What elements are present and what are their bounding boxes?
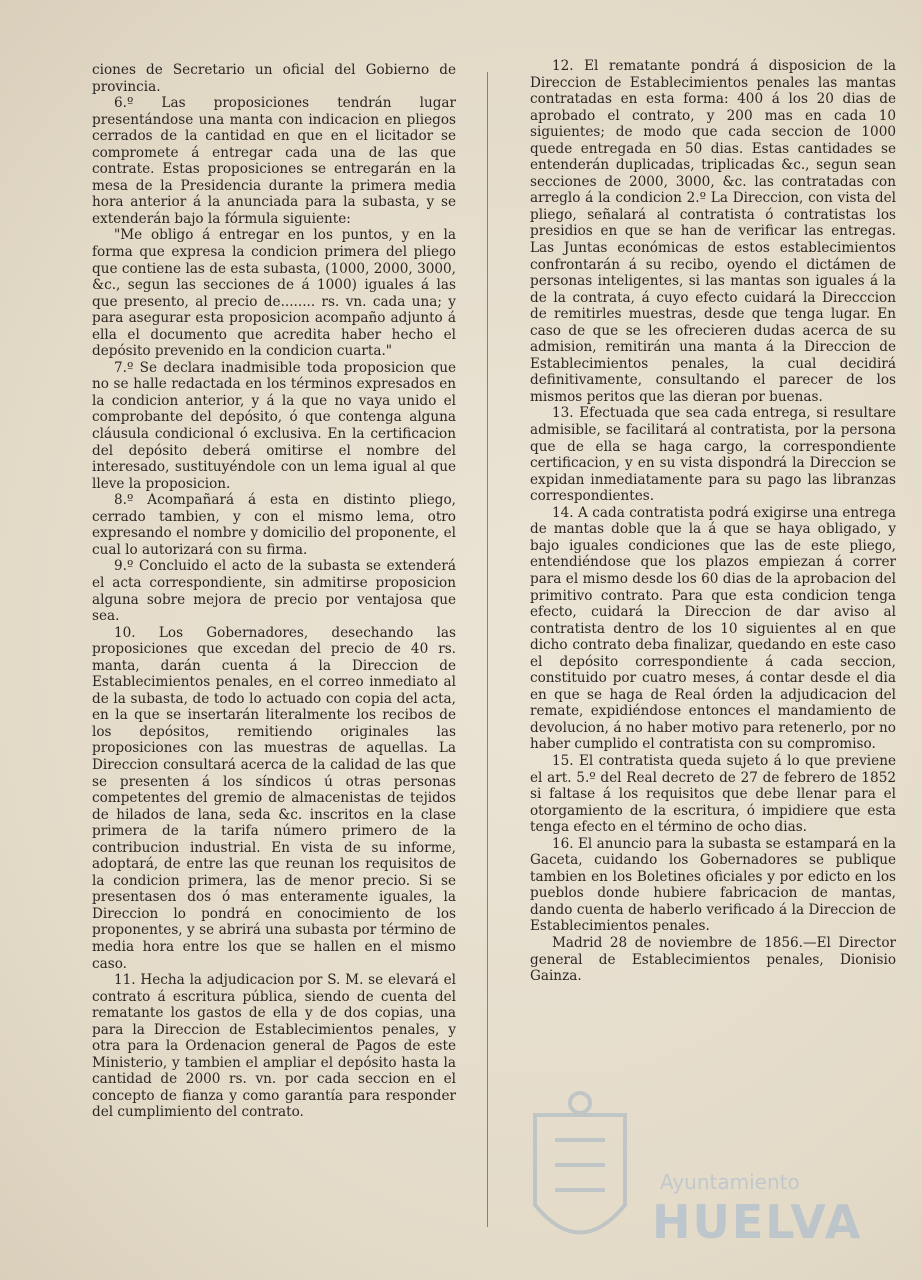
left-column [92,62,456,1121]
watermark-label-top: Ayuntamiento [660,1170,800,1194]
paragraph-condition-12: 12. El rematante pondrá á disposicion de la Direccion de Establecimientos penales las mantas contratadas en esta forma: 400 á los 20 dias de aprobado el contrato, y 200 mas en cada 10 siguientes; de modo que cada seccion de 1000 quede entregada en 50 dias. Estas cantidades se entenderán duplicadas, triplicadas &c., segun sean secciones de 2000, 3000, &c. las contratadas con arreglo á la condicion 2.º La Direccion, con vista del pliego, señalará al contratista ó contratistas los presidios en que se han de verificar las entregas. Las Juntas económicas de estos establecimientos confrontarán á su recibo, oyendo el dictámen de personas inteligentes, si las mantas son iguales á la de la contrata, á cuyo efecto cuidará la Direcccion de remitirles muestras, desde que tenga lugar. En caso de que se les ofrecieren dudas acerca de su admision, remitirán una manta á la Direccion de Establecimientos penales, la cual decidirá definitivamente, consultando el parecer de los mismos peritos que las dieran por buenas. [530,58,896,405]
paragraph-continuation: ciones de Secretario un oficial del Gobierno de provincia. [92,62,456,95]
watermark-label-main: HUELVA [652,1195,863,1249]
paragraph-formula-quote: "Me obligo á entregar en los puntos, y en la forma que expresa la condicion primera del pliego que contiene las de esta subasta, (1000, 2000, 3000, &c., segun las secciones de á 1000) iguales á las que presento, al precio de........ rs. vn. cada una; y para asegurar esta proposicion acompaño adjunto á ella el documento que acredita haber hecho el depósito prevenido en la condicion cuarta." [92,227,456,360]
paragraph-condition-9: 9.º Concluido el acto de la subasta se extenderá el acta correspondiente, sin admitirse proposicion alguna sobre mejora de precio por ventajosa que sea. [92,558,456,625]
right-column [530,58,896,985]
paragraph-condition-7: 7.º Se declara inadmisible toda proposicion que no se halle redactada en los términos expresados en la condicion anterior, y á la que no vaya unido el comprobante del depósito, ó que contenga alguna cláusula condicional ó exclusiva. En la certificacion del depósito deberá omitirse el nombre del interesado, sustituyéndole con un lema igual al que lleve la proposicion. [92,359,456,492]
paragraph-condition-15: 15. El contratista queda sujeto á lo que previene el art. 5.º del Real decreto de 27 de febrero de 1852 si faltase á los requisitos que debe llenar para el otorgamiento de la escritura, ó impidiere que esta tenga efecto en el término de ocho dias. [530,752,896,836]
paragraph-condition-10: 10. Los Gobernadores, desechando las proposiciones que excedan del precio de 40 rs. manta, darán cuenta á la Direccion de Establecimientos penales, en el correo inmediato al de la subasta, de todo lo actuado con copia del acta, en la que se insertarán literalmente los recibos de los depósitos, remitiendo originales las proposiciones con las muestras de aquellas. La Direccion consultará acerca de la calidad de las que se presenten á los síndicos ú otras personas competentes del gremio de almacenistas de tejidos de hilados de lana, seda &c. inscritos en la clase primera de la tarifa número primero de la contribucion industrial. En vista de su informe, adoptará, de entre las que reunan los requisitos de la condicion primera, las de menor precio. Si se presentasen dos ó mas enteramente iguales, la Direccion lo pondrá en conocimiento de los proponentes, y se abrirá una subasta por término de media hora entre los que se hallen en el mismo caso. [92,624,456,972]
paragraph-condition-16: 16. El anuncio para la subasta se estampará en la Gaceta, cuidando los Gobernadores se publique tambien en los Boletines oficiales y por edicto en los pueblos donde hubiere fabricacion de mantas, dando cuenta de haberlo verificado á la Direccion de Establecimientos penales. [530,835,896,935]
paragraph-condition-13: 13. Efectuada que sea cada entrega, si resultare admisible, se facilitará al contratista, por la persona que de ella se haga cargo, la correspondiente certificacion, y en su vista dispondrá la Direccion se expidan inmediatamente para su pago las libranzas correspondientes. [530,405,896,505]
column-divider [487,72,488,1227]
paragraph-signature: Madrid 28 de noviembre de 1856.—El Director general de Establecimientos penales, Dionisio Gainza. [530,934,896,985]
paragraph-condition-6: 6.º Las proposiciones tendrán lugar presentándose una manta con indicacion en pliegos cerrados de la cantidad en que en el licitador se compromete á entregar cada una de las que contrate. Estas proposiciones se entregarán en la mesa de la Presidencia durante la primera media hora anterior á la anunciada para la subasta, y se extenderán bajo la fórmula siguiente: [92,95,456,227]
paragraph-condition-8: 8.º Acompañará á esta en distinto pliego, cerrado tambien, y con el mismo lema, otro expresando el nombre y domicilio del proponente, el cual lo autorizará con su firma. [92,492,456,558]
paragraph-condition-11: 11. Hecha la adjudicacion por S. M. se elevará el contrato á escritura pública, siendo de cuenta del rematante los gastos de ella y de dos copias, una para la Direccion de Establecimientos penales, y otra para la Ordenacion general de Pagos de este Ministerio, y tambien el ampliar el depósito hasta la cantidad de 2000 rs. vn. por cada seccion en el concepto de fianza y como garantía para responder del cumplimiento del contrato. [92,972,456,1121]
paragraph-condition-14: 14. A cada contratista podrá exigirse una entrega de mantas doble que la á que se haya obligado, y bajo iguales condiciones que las de este pliego, entendiéndose que los plazos empiezan á correr para el mismo desde los 60 dias de la aprobacion del primitivo contrato. Para que esta condicion tenga efecto, cuidará la Direccion de dar aviso al contratista dentro de los 10 siguientes al en que dicho contrato deba finalizar, quedando en este caso el depósito correspondiente á cada seccion, constituido por cuatro meses, á contar desde el dia en que se haga de Real órden la adjudicacion del remate, expidiéndose entonces el mandamiento de devolucion, á no haber motivo para retenerlo, por no haber cumplido el contratista con su compromiso. [530,504,896,753]
